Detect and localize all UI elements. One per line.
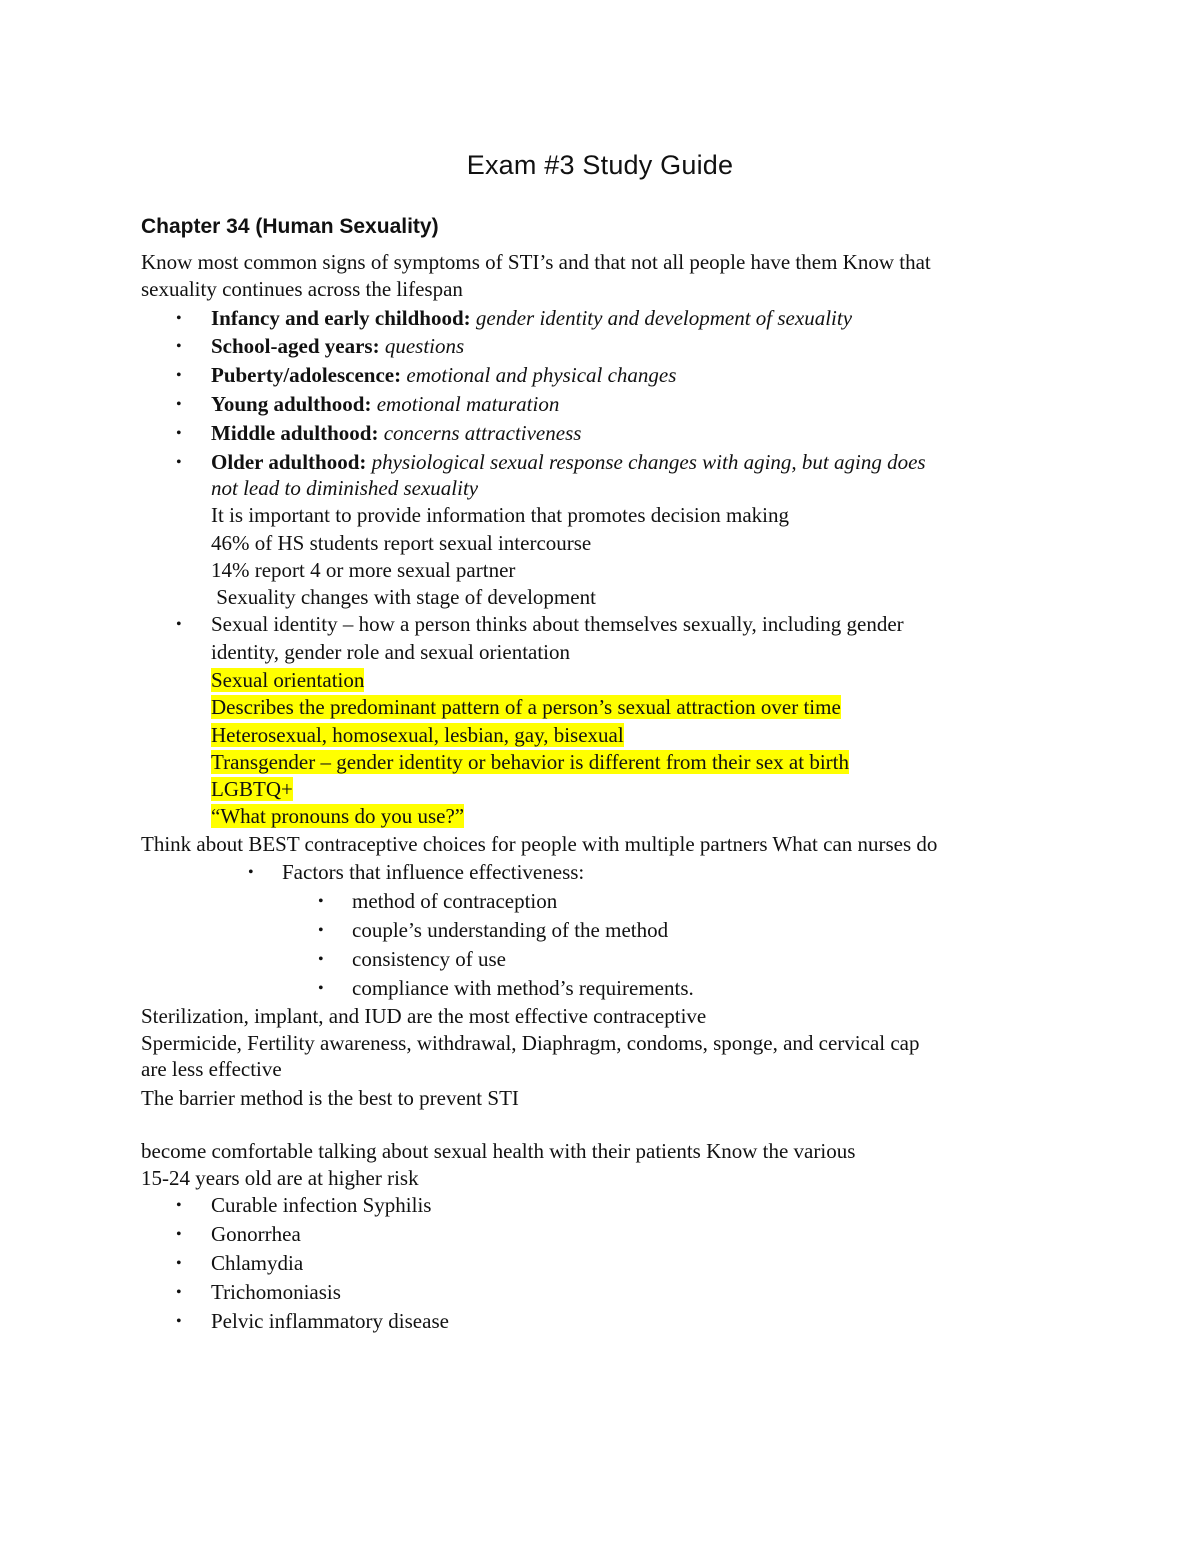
stage-desc: concerns attractiveness — [378, 421, 582, 445]
stage-desc: emotional and physical changes — [401, 363, 677, 387]
bullet-icon: • — [318, 922, 324, 939]
stage-term: Middle adulthood: — [211, 421, 379, 445]
list-item-continuation — [211, 475, 478, 502]
list-item — [211, 449, 926, 476]
note-line: Sexuality changes with stage of development — [211, 585, 596, 609]
highlighted-line — [211, 694, 841, 721]
stage-desc: emotional maturation — [371, 392, 560, 416]
highlighted-line — [211, 667, 364, 694]
stage-term: Puberty/adolescence: — [211, 363, 402, 387]
paragraph-line: Spermicide, Fertility awareness, withdrawal, Diaphragm, condoms, sponge, and cervical cap — [141, 1031, 920, 1055]
note-line: It is important to provide information that promotes decision making — [211, 503, 789, 527]
highlighted-line — [211, 803, 464, 830]
stage-desc: gender identity and development of sexuality — [470, 306, 853, 330]
list-item: consistency of use — [352, 947, 506, 971]
bullet-icon: • — [176, 367, 182, 384]
paragraph-line: become comfortable talking about sexual health with their patients Know the various — [141, 1139, 856, 1163]
list-item — [211, 391, 559, 418]
highlight: LGBTQ+ — [211, 777, 293, 801]
chapter-heading: Chapter 34 (Human Sexuality) — [141, 215, 439, 238]
bullet-icon: • — [318, 980, 324, 997]
list-item — [211, 305, 852, 332]
list-item: compliance with method’s requirements. — [352, 976, 694, 1000]
stage-desc: physiological sexual response changes with aging, but aging does — [366, 450, 926, 474]
list-item: Pelvic inflammatory disease — [211, 1309, 449, 1333]
list-item: Trichomoniasis — [211, 1280, 341, 1304]
bullet-icon: • — [176, 1255, 182, 1272]
bullet-icon: • — [176, 425, 182, 442]
list-item — [211, 362, 676, 389]
highlighted-line — [211, 722, 624, 749]
list-item: Factors that influence effectiveness: — [282, 860, 585, 884]
list-item — [211, 420, 581, 447]
bullet-icon: • — [176, 1226, 182, 1243]
highlighted-line — [211, 776, 293, 803]
highlight: “What pronouns do you use?” — [211, 804, 465, 828]
page-title: Exam #3 Study Guide — [466, 150, 734, 180]
bullet-icon: • — [176, 1197, 182, 1214]
paragraph-line: 15-24 years old are at higher risk — [141, 1166, 419, 1190]
bullet-icon: • — [176, 1284, 182, 1301]
stage-term: Young adulthood: — [211, 392, 372, 416]
highlight: Heterosexual, homosexual, lesbian, gay, bisexual — [211, 723, 624, 747]
list-item: Sexual identity – how a person thinks about themselves sexually, including gender — [211, 612, 904, 636]
list-item: Curable infection Syphilis — [211, 1193, 432, 1217]
stage-term: Older adulthood: — [211, 450, 367, 474]
note-line: 14% report 4 or more sexual partner — [211, 558, 516, 582]
list-item — [211, 333, 464, 360]
highlight: Transgender – gender identity or behavior is different from their sex at birth — [211, 750, 849, 774]
stage-desc: questions — [379, 334, 465, 358]
list-item: couple’s understanding of the method — [352, 918, 669, 942]
bullet-icon: • — [176, 310, 182, 327]
highlighted-line — [211, 749, 849, 776]
stage-term: Infancy and early childhood: — [211, 306, 471, 330]
stage-term: School-aged years: — [211, 334, 380, 358]
paragraph-line: Sterilization, implant, and IUD are the most effective contraceptive — [141, 1004, 707, 1028]
list-item: Gonorrhea — [211, 1222, 301, 1246]
bullet-icon: • — [176, 396, 182, 413]
bullet-icon: • — [176, 1313, 182, 1330]
highlight: Sexual orientation — [211, 668, 365, 692]
intro-line: sexuality continues across the lifespan — [141, 277, 463, 301]
bullet-icon: • — [176, 338, 182, 355]
list-item-continuation: identity, gender role and sexual orientation — [211, 640, 571, 664]
bullet-icon: • — [176, 616, 182, 633]
bullet-icon: • — [318, 951, 324, 968]
highlight: Describes the predominant pattern of a person’s sexual attraction over time — [211, 695, 841, 719]
list-item: method of contraception — [352, 889, 558, 913]
list-item: Chlamydia — [211, 1251, 304, 1275]
intro-line: Know most common signs of symptoms of STI’s and that not all people have them Know that — [141, 250, 931, 274]
paragraph-line: Think about BEST contraceptive choices for people with multiple partners What can nurses do — [141, 832, 938, 856]
bullet-icon: • — [248, 864, 254, 881]
stage-desc: not lead to diminished sexuality — [211, 476, 479, 500]
note-line: 46% of HS students report sexual intercourse — [211, 531, 592, 555]
bullet-icon: • — [176, 454, 182, 471]
paragraph-line: The barrier method is the best to prevent STI — [141, 1086, 519, 1110]
bullet-icon: • — [318, 893, 324, 910]
paragraph-line: are less effective — [141, 1057, 282, 1081]
